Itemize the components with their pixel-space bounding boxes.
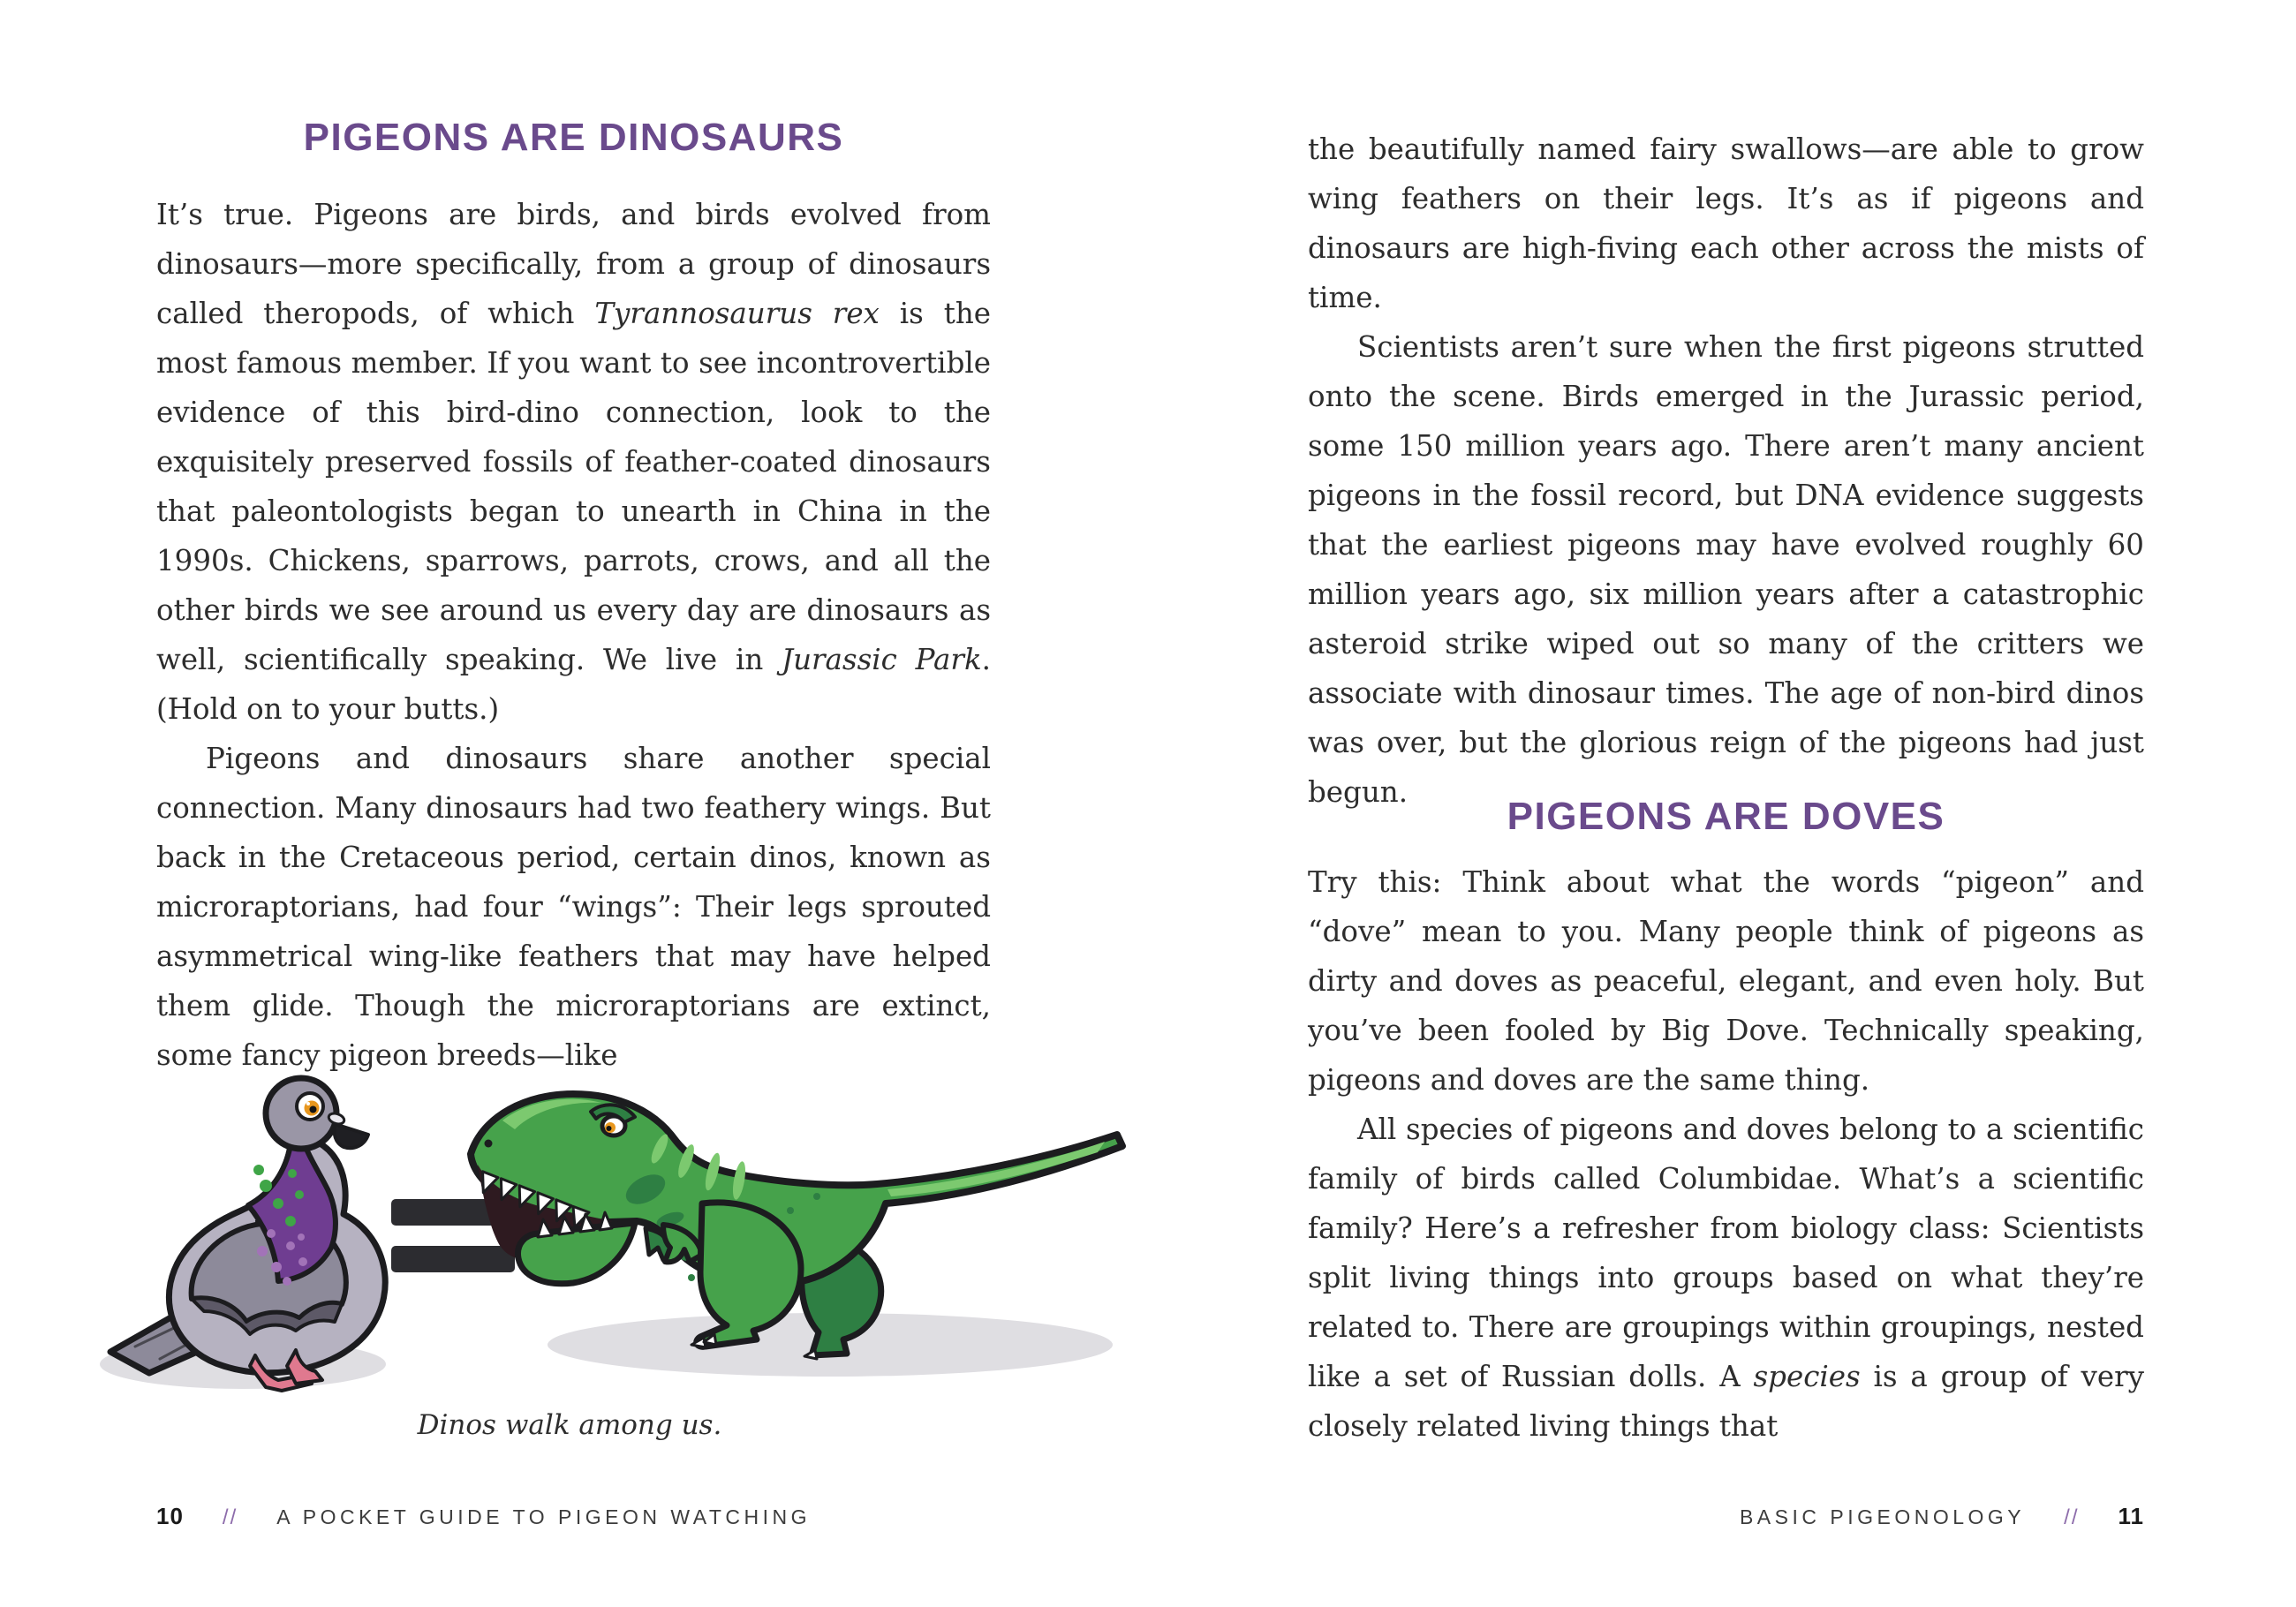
left-page-heading: PIGEONS ARE DINOSAURS [303, 116, 844, 159]
paragraph: Scientists aren’t sure when the first pigeons strutted onto the scene. Birds emerged in the Jurassic period, some 150 million years ago. There aren’t many ancient pigeons in the fossil record, but DNA evidence suggests that the earliest pigeons may have evolved roughly 60 million years ago, six million years after a catastrophic asteroid strike wiped out so many of the critters we associate with dinosaur times. The age of non-bird dinos was over, but the glorious reign of the pigeons had just begun. [1308, 330, 2144, 809]
pigeon-illustration [110, 1078, 385, 1391]
right-page-footer [1740, 1503, 2144, 1530]
chapter-title: BASIC PIGEONOLOGY [1739, 1505, 2026, 1528]
right-page-body-top [1308, 124, 2144, 817]
footer-separator: // [2064, 1505, 2080, 1529]
footer-separator: // [222, 1505, 238, 1529]
paragraph: It’s true. Pigeons are birds, and birds evolved from dinosaurs—more specifically, from a group of dinosaurs called theropods, of which Tyrannosaurus rex is the most famous member. If you want to see incontrovertible evidence of this bird-dino connection, look to the exquisitely preserved fossils of feather-coated dinosaurs that paleontologists began to unearth in China in the 1990s. Chickens, sparrows, parrots, crows, and all the other birds we see around us every day are dinosaurs as well, scientifically speaking. We live in Jurassic Park. (Hold on to your butts.) [156, 198, 991, 726]
paragraph: the beautifully named fairy swallows—are able to grow wing feathers on their legs. It’s as if pigeons and dinosaurs are high-fiving each other across the mists of time. [1308, 132, 2144, 314]
trex-lower-jaw [518, 1223, 635, 1284]
right-page-body-bottom [1308, 857, 2144, 1451]
left-page-footer [156, 1503, 811, 1530]
illustration-caption: Dinos walk among us. [417, 1409, 722, 1441]
left-page-body [156, 190, 991, 1080]
book-title: A POCKET GUIDE TO PIGEON WATCHING [276, 1505, 812, 1528]
paragraph: All species of pigeons and doves belong to a scientific family of birds called Columbidae. What’s a scientific family? Here’s a refresher from biology class: Scientists split living things into groups based on what they’re related to. There are groupings within groupings, nested like a set of Russian dolls. A species is a group of very closely related living things that [1308, 1113, 2144, 1443]
paragraph: Pigeons and dinosaurs share another special connection. Many dinosaurs had two feathery wings. But back in the Cretaceous period, certain dinos, known as microraptorians, had four “wings”: Their legs sprouted asymmetrical wing-like feathers that may have helped them glide. Though the microraptorians are extinct, some fancy pigeon breeds—like [156, 742, 991, 1072]
paragraph: Try this: Think about what the words “pigeon” and “dove” mean to you. Many people think of pigeons as dirty and doves as peaceful, elegant, and even holy. But you’ve been fooled by Big Dove. Technically speaking, pigeons and doves are the same thing. [1308, 865, 2144, 1097]
page-number: 10 [156, 1503, 184, 1529]
pigeon-beak [334, 1124, 368, 1148]
pigeon-equals-trex-illustration [84, 1055, 1135, 1404]
page-number: 11 [2118, 1503, 2144, 1529]
right-page-heading: PIGEONS ARE DOVES [1507, 795, 1945, 838]
trex-nostril [485, 1140, 493, 1148]
